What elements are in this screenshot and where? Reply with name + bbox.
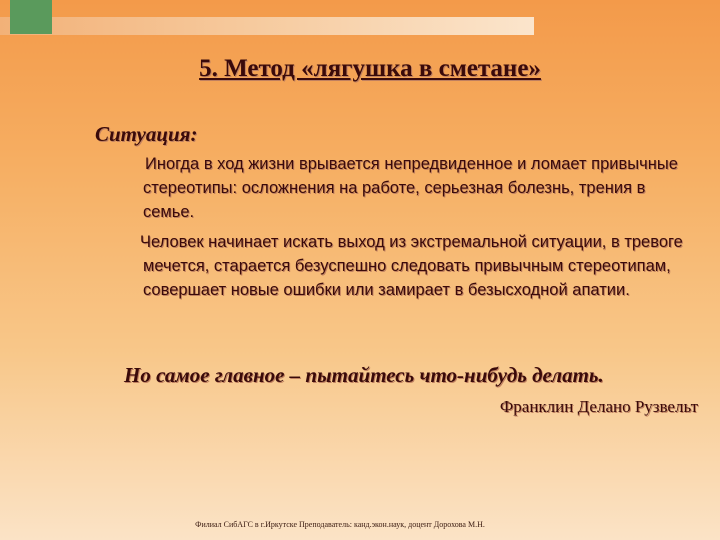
decorative-green-block [10,0,52,34]
quote: Но самое главное – пытайтесь что-нибудь делать. [124,363,604,387]
quote-author: Франклин Делано Рузвельт [499,397,698,416]
decorative-top-bar [0,17,534,35]
situation-label: Ситуация: [95,122,198,146]
footer-credits: Филиал СибАГС в г.Иркутске Преподаватель: канд.экон.наук, доцент Дорохова М.Н. [195,520,485,529]
situation-paragraph-2: Человек начинает искать выход из экстремальной ситуации, в тревоге мечется, старается безуспешно следовать привычным стереотипам, совершает новые ошибки или замирает в безысходной апатии. [140,233,683,299]
slide-title: 5. Метод «лягушка в сметане» [199,55,541,82]
situation-paragraph-1: Иногда в ход жизни врывается непредвиденное и ломает привычные стереотипы: осложнения на работе, серьезная болезнь, трения в семье. [143,155,678,221]
